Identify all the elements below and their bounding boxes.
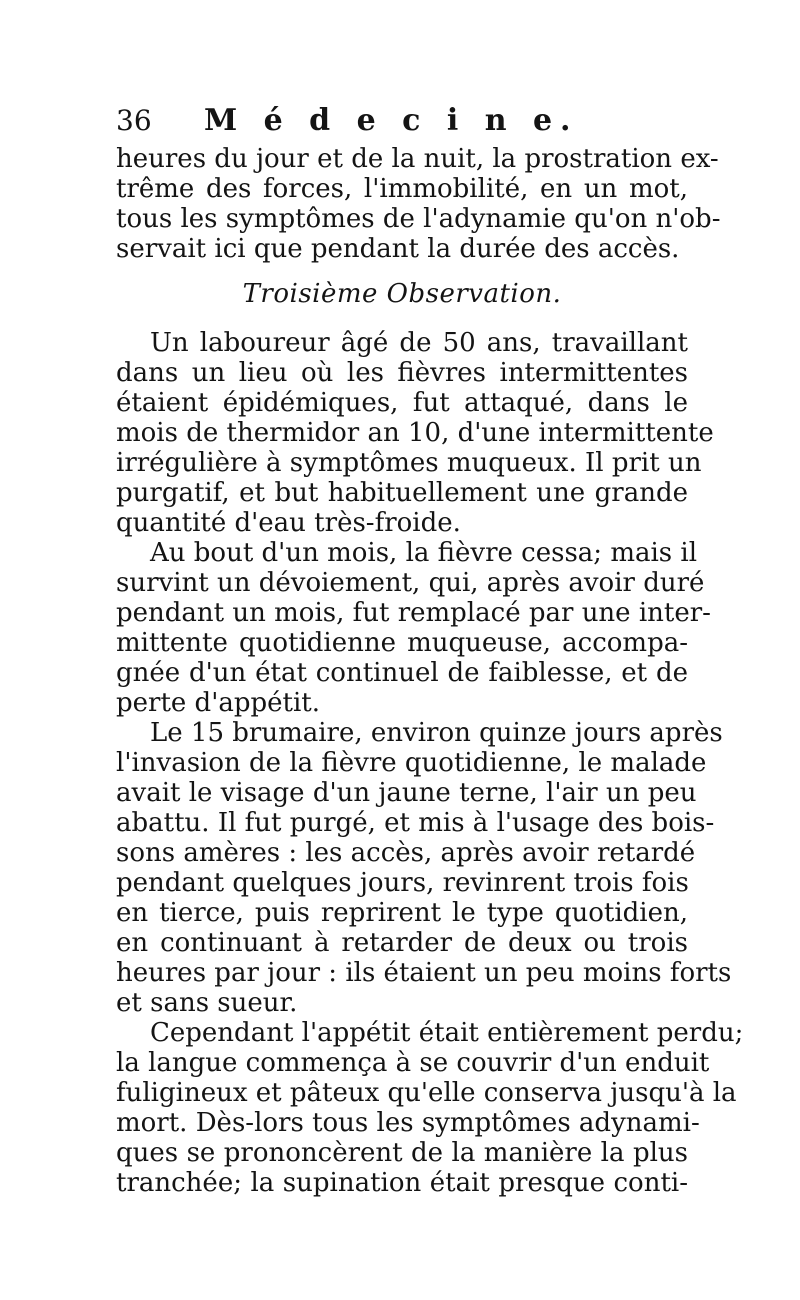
- text-line: gnée d'un état continuel de faiblesse, et de: [116, 658, 688, 688]
- paragraph-1: [116, 144, 721, 264]
- text-line: Un laboureur âgé de 50 ans, travaillant: [150, 328, 688, 358]
- text-line: fuligineux et pâteux qu'elle conserva jusqu'à la: [116, 1078, 737, 1108]
- text-line: dans un lieu où les fièvres intermittentes: [116, 358, 688, 388]
- text-line: étaient épidémiques, fut attaqué, dans le: [116, 388, 688, 418]
- text-line: pendant quelques jours, revinrent trois fois: [116, 868, 689, 898]
- text-line: mort. Dès-lors tous les symptômes adynami-: [116, 1108, 700, 1138]
- text-line: servait ici que pendant la durée des accès.: [116, 234, 680, 264]
- paragraph-5: [116, 1018, 744, 1198]
- text-line: et sans sueur.: [116, 988, 298, 1018]
- paragraph-3: [116, 538, 711, 718]
- text-line: heures du jour et de la nuit, la prostration ex-: [116, 144, 719, 174]
- text-line: l'invasion de la fièvre quotidienne, le malade: [116, 748, 707, 778]
- text-line: pendant un mois, fut remplacé par une inter-: [116, 598, 711, 628]
- text-line: purgatif, et but habituellement une grande: [116, 478, 688, 508]
- text-line: tranchée; la supination était presque conti-: [116, 1168, 688, 1198]
- text-line: mois de thermidor an 10, d'une intermittente: [116, 418, 714, 448]
- text-line: abattu. Il fut purgé, et mis à l'usage des bois-: [116, 808, 715, 838]
- text-line: trême des forces, l'immobilité, en un mot,: [116, 174, 688, 204]
- section-title: Troisième Observation.: [242, 279, 562, 309]
- text-line: irrégulière à symptômes muqueux. Il prit un: [116, 448, 702, 478]
- text-line: tous les symptômes de l'adynamie qu'on n'ob-: [116, 204, 721, 234]
- text-line: quantité d'eau très-froide.: [116, 508, 461, 538]
- text-line: sons amères : les accès, après avoir retardé: [116, 838, 696, 868]
- text-line: Au bout d'un mois, la fièvre cessa; mais il: [150, 538, 698, 568]
- text-line: Le 15 brumaire, environ quinze jours après: [150, 718, 723, 748]
- text-line: perte d'appétit.: [116, 688, 321, 718]
- paragraph-4: [116, 718, 732, 1018]
- text-line: ques se prononcèrent de la manière la plus: [116, 1138, 688, 1168]
- text-line: mittente quotidienne muqueuse, accompa-: [116, 628, 688, 658]
- text-column: [116, 98, 744, 1198]
- text-line: Cependant l'appétit était entièrement perdu;: [150, 1018, 744, 1048]
- text-line: survint un dévoiement, qui, après avoir duré: [116, 568, 705, 598]
- page-header: [116, 98, 688, 144]
- text-line: avait le visage d'un jaune terne, l'air un peu: [116, 778, 697, 808]
- text-line: heures par jour : ils étaient un peu moins forts: [116, 958, 732, 988]
- page-number: 36: [116, 104, 152, 137]
- text-line: la langue commença à se couvrir d'un enduit: [116, 1048, 710, 1078]
- text-line: en continuant à retarder de deux ou trois: [116, 928, 688, 958]
- running-head: M é d e c i n e.: [204, 103, 579, 138]
- paragraph-2: [116, 328, 714, 538]
- text-line: en tierce, puis reprirent le type quotidien,: [116, 898, 688, 928]
